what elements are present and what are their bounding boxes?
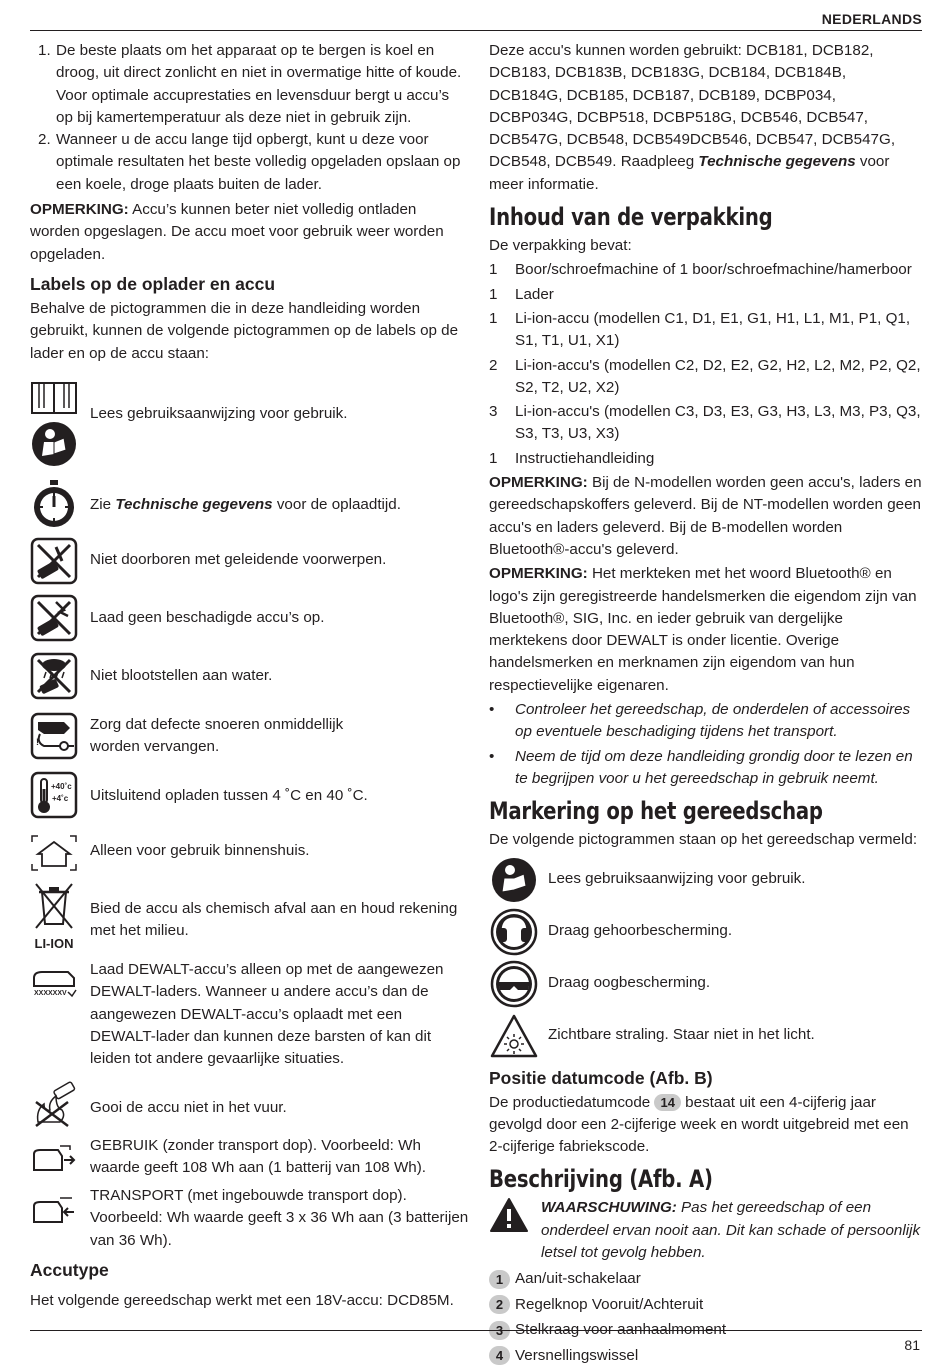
- read-manual-icon: [489, 855, 539, 905]
- label-text: Uitsluitend opladen tussen 4 ˚C en 40 ˚C.: [90, 787, 368, 804]
- label-text: TRANSPORT (met ingebouwde transport dop). Voorbeeld: Wh waarde geeft 3 x 36 Wh aan (3 batterijen van 36 Wh).: [90, 1187, 469, 1249]
- list-item: 1 Boor/schroefmachine of 1 boor/schroefmachine/hamerboor: [489, 261, 912, 279]
- page-number: 81: [904, 1337, 920, 1353]
- list-number: 1.: [38, 42, 51, 59]
- no-water-icon: [30, 652, 78, 707]
- label-text: Laad DEWALT-accu’s alleen op met de aangewezen DEWALT-laders. Wanneer u andere accu’s dan de aangewezen DEWALT-accu’s oplaadt met een DEWALT-lader dan kunnen deze barsten of kan dit leiden tot andere gevaarlijke situaties.: [90, 961, 444, 1068]
- no-fire-icon: [30, 1080, 78, 1135]
- accu-compatibility: Deze accu's kunnen worden gebruikt: DCB181, DCB182, DCB183, DCB183B, DCB183G, DCB184, DCB184B, DCB184G, DCB185, DCB187, DCB189, DCBP034, DCBP034G, DCBP518, DCBP518G, DCB546, DCB547, DCB547G, DCB548, DCB549DCB546, DCB547, DCB547G, DCB548, DCB549. Raadpleeg Technische gegevens voor meer informatie.: [489, 42, 896, 193]
- no-puncture-icon: [30, 537, 78, 592]
- label-text: Laad geen beschadigde accu’s op.: [90, 609, 325, 626]
- svg-text:!: !: [36, 737, 39, 747]
- description-heading: Beschrijving (Afb. A): [489, 1165, 713, 1194]
- read-manual-icon: [30, 420, 78, 475]
- label-text: Zie Technische gegevens voor de oplaadtijd.: [90, 496, 401, 513]
- bullet-item: • Neem de tijd om deze handleiding grondig door te lezen en te begrijpen voor u het gereedschap in gebruik neemt.: [489, 747, 913, 787]
- footer-divider: [30, 1330, 922, 1331]
- label-text: Niet blootstellen aan water.: [90, 667, 273, 684]
- marking-text: Draag oogbescherming.: [548, 974, 711, 992]
- marking-text: Zichtbare straling. Staar niet in het licht.: [548, 1026, 815, 1044]
- callout-badge: 14: [654, 1094, 680, 1111]
- marking-intro: De volgende pictogrammen staan op het gereedschap vermeld:: [489, 831, 918, 849]
- list-item: 2 Regelknop Vooruit/Achteruit: [489, 1292, 922, 1318]
- svg-text:+4˚c: +4˚c: [52, 794, 69, 803]
- stopwatch-icon: [30, 480, 78, 535]
- marking-heading: Markering op het gereedschap: [489, 797, 823, 826]
- radiation-warning-icon: [489, 1011, 539, 1061]
- battery-charger-icon: [30, 968, 78, 1005]
- list-item: 3 Stelkraag voor aanhaalmoment: [489, 1317, 922, 1343]
- label-text: Zorg dat defecte snoeren onmiddellijk worden vervangen.: [90, 716, 344, 756]
- list-item: 2 Li-ion-accu's (modellen C2, D2, E2, G2, H2, L2, M2, P2, Q2, S2, T2, U2, X2): [489, 356, 921, 396]
- bullet-item: • Controleer het gereedschap, de onderdelen of accessoires op eventuele beschadiging tijdens het transport.: [489, 701, 911, 741]
- eye-protection-icon: [489, 959, 539, 1009]
- accutype-text: Het volgende gereedschap werkt met een 18V-accu: DCD85M.: [30, 1292, 454, 1309]
- list-item: 4 Versnellingswissel: [489, 1343, 922, 1369]
- list-item: 1 Aan/uit-schakelaar: [489, 1266, 922, 1292]
- transport-icon: [30, 1196, 78, 1233]
- note-label: OPMERKING:: [30, 201, 129, 219]
- label-text: Gooi de accu niet in het vuur.: [90, 1099, 287, 1116]
- contents-heading: Inhoud van de verpakking: [489, 203, 773, 232]
- ear-protection-icon: [489, 907, 539, 957]
- manual-book-icon: [30, 380, 78, 423]
- no-damaged-battery-icon: [30, 594, 78, 649]
- contents-list: [489, 259, 922, 470]
- li-ion-label: LI-ION: [34, 936, 74, 952]
- list-item: 3 Li-ion-accu's (modellen C3, D3, E3, G3, H3, L3, M3, P3, Q3, S3, T3, U3, X3): [489, 403, 921, 443]
- marking-text: Lees gebruiksaanwijzing voor gebruik.: [548, 870, 806, 888]
- labels-heading: Labels op de oplader en accu: [30, 273, 276, 294]
- warning-icon: [489, 1197, 541, 1264]
- right-column: [489, 40, 922, 1369]
- labels-intro: Behalve de pictogrammen die in deze handleiding worden gebruikt, kunnen de volgende pictogrammen op de labels op de lader en op de accu staan:: [30, 299, 459, 362]
- datecode-heading: Positie datumcode (Afb. B): [489, 1067, 713, 1088]
- indoor-house-icon: [30, 834, 78, 879]
- label-text: GEBRUIK (zonder transport dop). Voorbeeld: Wh waarde geeft 108 Wh aan (1 batterij van 108 Wh).: [90, 1137, 427, 1177]
- note-trademark: OPMERKING: Het merkteken met het woord Bluetooth® en logo's zijn geregistreerde handelsmerken die eigendom zijn van Bluetooth®, SIG, Inc. en ieder gebruik van dergelijke merktekens door DEWALT is onder licentie. Overige handelsmerken en merknamen zijn eigendom van hun respectievelijke eigenaren.: [489, 565, 917, 694]
- svg-text:+40˚c: +40˚c: [51, 782, 72, 791]
- accutype-heading: Accutype: [30, 1260, 109, 1280]
- marking-item: [489, 854, 922, 906]
- label-text: Niet doorboren met geleidende voorwerpen.: [90, 551, 387, 568]
- recycle-bin-icon: [30, 882, 78, 950]
- list-item: 1 Lader: [489, 285, 554, 303]
- defective-cord-icon: [30, 712, 78, 767]
- note-models: OPMERKING: Bij de N-modellen worden geen accu's, laders en gereedschapskoffers geleverd. Bij de NT-modellen worden geen accu's en laders geleverd. Bij de B-modellen worden Bluetooth®-accu's geleverd.: [489, 474, 922, 558]
- label-text: Bied de accu als chemisch afval aan en houd rekening met het milieu.: [90, 900, 458, 940]
- list-text: De beste plaats om het apparaat op te bergen is koel en droog, uit direct zonlicht en niet in overmatige hitte of koude. Voor optimale accuprestaties en levensduur bergt u accu’s op bij kamertemperatuur als deze niet in gebruik zijn.: [56, 42, 462, 126]
- warning-block: [489, 1197, 922, 1264]
- svg-text:XXXXXXV: XXXXXXV: [34, 990, 67, 997]
- parts-list: [489, 1266, 922, 1368]
- usage-icon: [30, 1144, 78, 1181]
- contents-intro: De verpakking bevat:: [489, 237, 632, 255]
- marking-item: [489, 1010, 922, 1062]
- list-number: 2.: [38, 131, 51, 149]
- language-label: NEDERLANDS: [821, 11, 922, 27]
- list-item: 1 Instructiehandleiding: [489, 449, 655, 467]
- warning-text: WAARSCHUWING: Pas het gereedschap of een onderdeel ervan nooit aan. Dit kan schade of persoonlijk letsel tot gevolg hebben.: [541, 1199, 921, 1261]
- marking-item: [489, 906, 922, 958]
- list-text: Wanneer u de accu lange tijd opbergt, kunt u deze voor optimale resultaten het beste volledig opgeladen opslaan op een koele, droge plaats buiten de lader.: [56, 131, 461, 193]
- datecode-text: De productiedatumcode 14 bestaat uit een 4-cijferig jaar gevolgd door een 2-cijferige week en wordt uitgebreid met een 2-cijferige fabriekscode.: [489, 1093, 909, 1156]
- label-text: Alleen voor gebruik binnenshuis.: [90, 842, 310, 859]
- marking-text: Draag gehoorbescherming.: [548, 922, 733, 940]
- marking-item: [489, 958, 922, 1010]
- thermometer-icon: [30, 771, 78, 826]
- list-item: 1 Li-ion-accu (modellen C1, D1, E1, G1, H1, L1, M1, P1, Q1, S1, T1, U1, X1): [489, 309, 911, 350]
- label-text: Lees gebruiksaanwijzing voor gebruik.: [90, 405, 348, 422]
- label-icons: [30, 0, 470, 1309]
- note-text: Accu’s kunnen beter niet volledig ontladen worden opgeslagen. De accu moet voor gebruik weer worden opgeladen.: [30, 201, 444, 263]
